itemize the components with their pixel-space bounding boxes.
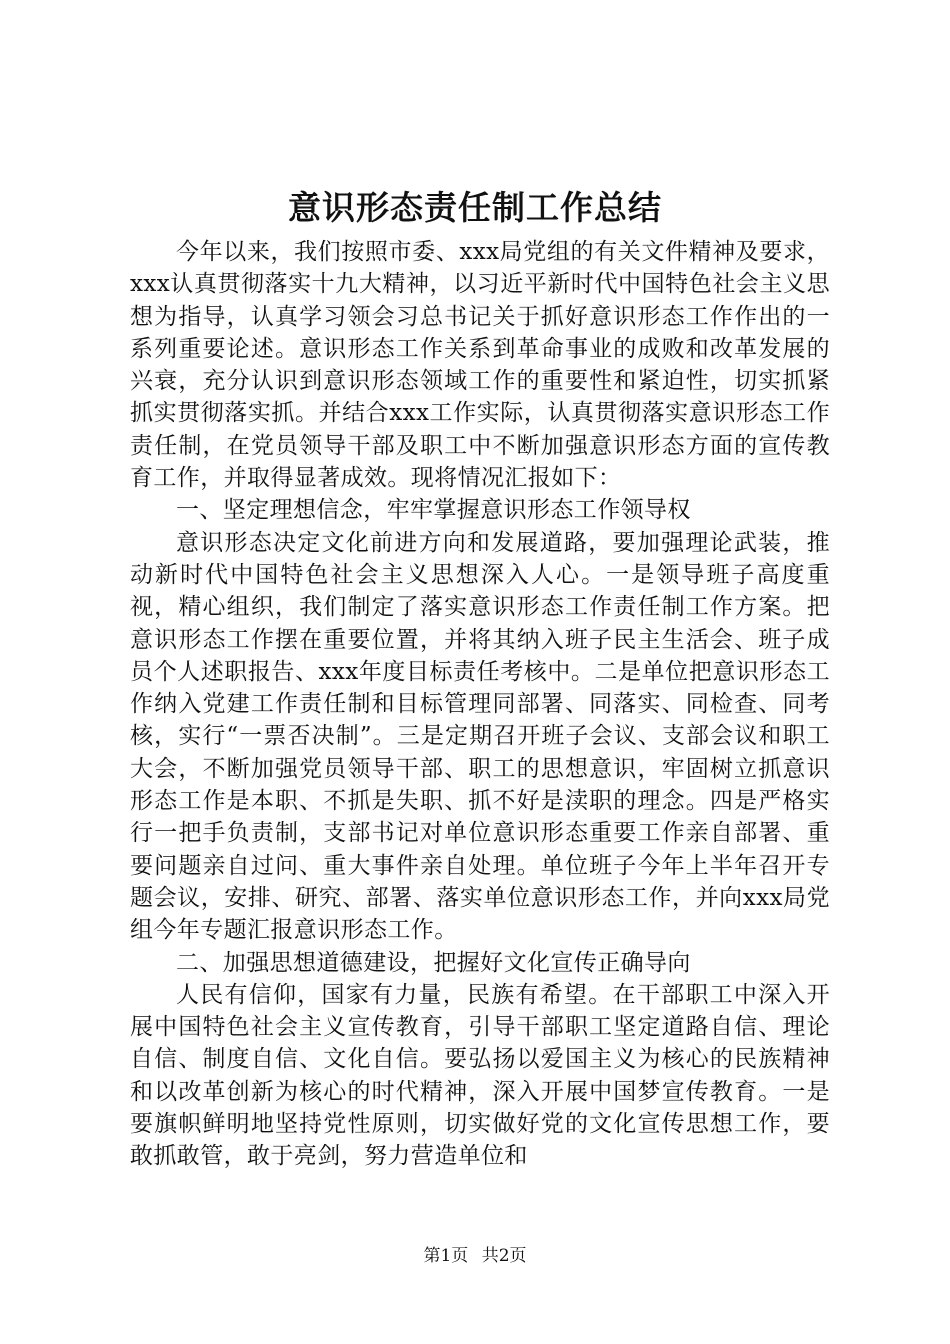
intro-paragraph: 今年以来，我们按照市委、xxx局党组的有关文件精神及要求，xxx认真贯彻落实十九大精神，以习近平新时代中国特色社会主义思想为指导，认真学习领会习总书记关于抓好意识形态工作作出的一系列重要论述。意识形态工作关系到革命事业的成败和改革发展的兴衰，充分认识到意识形态领域工作的重要性和紧迫性，切实抓紧抓实贯彻落实抓。并结合xxx工作实际，认真贯彻落实意识形态工作责任制，在党员领导干部及职工中不断加强意识形态方面的宣传教育工作，并取得显著成效。现将情况汇报如下： <box>130 239 830 492</box>
document-title: 意识形态责任制工作总结 <box>288 188 662 227</box>
document-body <box>130 236 830 1173</box>
page-number: 第1页 <box>423 1246 469 1266</box>
section-heading-2: 二、加强思想道德建设，把握好文化宣传正确导向 <box>176 949 691 976</box>
section-1-paragraph: 意识形态决定文化前进方向和发展道路，要加强理论武装，推动新时代中国特色社会主义思想深入人心。一是领导班子高度重视，精心组织，我们制定了落实意识形态工作责任制工作方案。把意识形态工作摆在重要位置，并将其纳入班子民主生活会、班子成员个人述职报告、xxx年度目标责任考核中。二是单位把意识形态工作纳入党建工作责任制和目标管理同部署、同落实、同检查、同考核，实行“一票否决制”。三是定期召开班子会议、支部会议和职工大会，不断加强党员领导干部、职工的思想意识，牢固树立抓意识形态工作是本职、不抓是失职、抓不好是渎职的理念。四是严格实行一把手负责制，支部书记对单位意识形态重要工作亲自部署、重要问题亲自过问、重大事件亲自处理。单位班子今年上半年召开专题会议，安排、研究、部署、落实单位意识形态工作，并向xxx局党组今年专题汇报意识形态工作。 <box>130 529 830 944</box>
section-2-paragraph: 人民有信仰，国家有力量，民族有希望。在干部职工中深入开展中国特色社会主义宣传教育，引导干部职工坚定道路自信、理论自信、制度自信、文化自信。要弘扬以爱国主义为核心的民族精神和以改革创新为核心的时代精神，深入开展中国梦宣传教育。一是要旗帜鲜明地坚持党性原则，切实做好党的文化宣传思想工作，要敢抓敢管，敢于亮剑，努力营造单位和 <box>130 981 830 1170</box>
section-heading-1: 一、坚定理想信念，牢牢掌握意识形态工作领导权 <box>176 497 691 524</box>
page-total: 共2页 <box>481 1246 527 1266</box>
page-footer <box>0 1244 950 1268</box>
